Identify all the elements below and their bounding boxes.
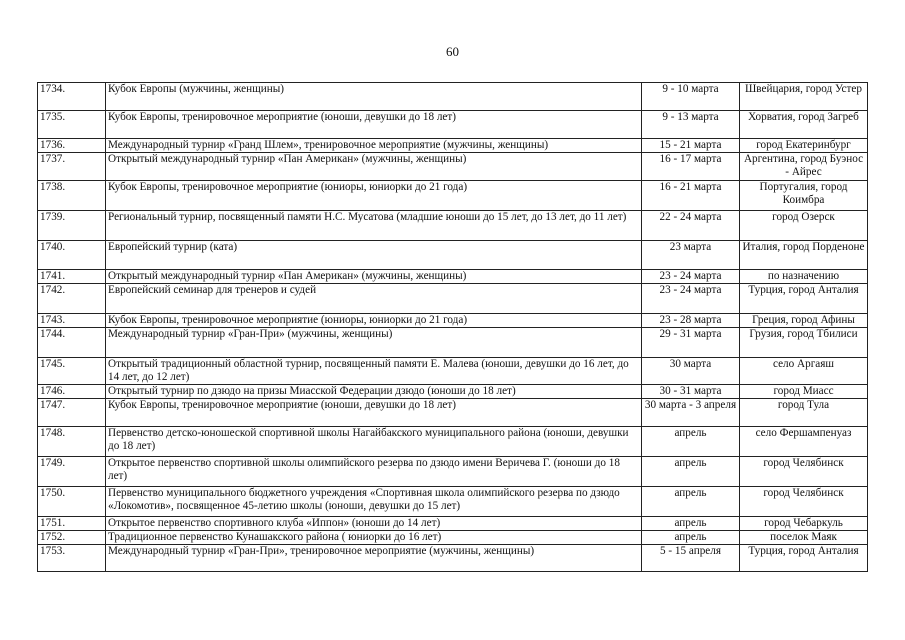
event-date: 5 - 15 апреля <box>642 545 740 572</box>
event-date: 15 - 21 марта <box>642 139 740 153</box>
event-place: город Екатеринбург <box>740 139 868 153</box>
event-name: Кубок Европы (мужчины, женщины) <box>106 83 642 111</box>
event-place: Швейцария, город Устер <box>740 83 868 111</box>
event-number: 1742. <box>38 284 106 314</box>
event-place: Аргентина, город Буэнос - Айрес <box>740 153 868 181</box>
event-name: Кубок Европы, тренировочное мероприятие (юноши, девушки до 18 лет) <box>106 111 642 139</box>
event-name: Международный турнир «Гран-При», тренировочное мероприятие (мужчины, женщины) <box>106 545 642 572</box>
table-row <box>38 385 868 399</box>
event-place: по назначению <box>740 270 868 284</box>
event-place: город Челябинск <box>740 487 868 517</box>
table-row <box>38 153 868 181</box>
event-place: поселок Маяк <box>740 531 868 545</box>
event-name: Европейский семинар для тренеров и судей <box>106 284 642 314</box>
event-date: 9 - 10 марта <box>642 83 740 111</box>
table-row <box>38 545 868 572</box>
table-row <box>38 181 868 211</box>
table-row <box>38 139 868 153</box>
event-place: город Чебаркуль <box>740 517 868 531</box>
event-number: 1738. <box>38 181 106 211</box>
table-row <box>38 531 868 545</box>
event-number: 1734. <box>38 83 106 111</box>
event-name: Открытое первенство спортивной школы олимпийского резерва по дзюдо имени Веричева Г. (юноши до 18 лет) <box>106 457 642 487</box>
event-number: 1747. <box>38 399 106 427</box>
event-place: село Фершампенуаз <box>740 427 868 457</box>
event-date: 16 - 17 марта <box>642 153 740 181</box>
event-number: 1744. <box>38 328 106 358</box>
event-date: апрель <box>642 517 740 531</box>
event-date: апрель <box>642 531 740 545</box>
table-row <box>38 83 868 111</box>
event-name: Кубок Европы, тренировочное мероприятие (юниоры, юниорки до 21 года) <box>106 314 642 328</box>
table-row <box>38 270 868 284</box>
event-name: Открытый турнир по дзюдо на призы Миасской Федерации дзюдо (юноши до 18 лет) <box>106 385 642 399</box>
event-date: 30 - 31 марта <box>642 385 740 399</box>
event-place: Греция, город Афины <box>740 314 868 328</box>
event-name: Первенство детско-юношеской спортивной школы Нагайбакского муниципального района (юноши, девушки до 18 лет) <box>106 427 642 457</box>
event-date: 29 - 31 марта <box>642 328 740 358</box>
event-number: 1751. <box>38 517 106 531</box>
events-table <box>37 82 868 572</box>
event-date: 23 - 24 марта <box>642 270 740 284</box>
table-row <box>38 427 868 457</box>
event-date: 30 марта - 3 апреля <box>642 399 740 427</box>
table-row <box>38 399 868 427</box>
event-number: 1739. <box>38 211 106 241</box>
event-date: апрель <box>642 427 740 457</box>
event-number: 1753. <box>38 545 106 572</box>
event-date: 9 - 13 марта <box>642 111 740 139</box>
event-date: апрель <box>642 487 740 517</box>
event-number: 1748. <box>38 427 106 457</box>
table-row <box>38 487 868 517</box>
event-name: Кубок Европы, тренировочное мероприятие (юноши, девушки до 18 лет) <box>106 399 642 427</box>
event-name: Европейский турнир (ката) <box>106 241 642 270</box>
event-number: 1736. <box>38 139 106 153</box>
table-row <box>38 211 868 241</box>
event-number: 1737. <box>38 153 106 181</box>
event-place: Португалия, город Коимбра <box>740 181 868 211</box>
table-row <box>38 457 868 487</box>
event-name: Открытое первенство спортивного клуба «Иппон» (юноши до 14 лет) <box>106 517 642 531</box>
event-place: город Миасс <box>740 385 868 399</box>
event-date: 16 - 21 марта <box>642 181 740 211</box>
event-number: 1749. <box>38 457 106 487</box>
event-name: Региональный турнир, посвященный памяти Н.С. Мусатова (младшие юноши до 15 лет, до 13 лет, до 11 лет) <box>106 211 642 241</box>
event-place: село Аргаяш <box>740 358 868 385</box>
event-number: 1743. <box>38 314 106 328</box>
event-number: 1735. <box>38 111 106 139</box>
event-place: Италия, город Порденоне <box>740 241 868 270</box>
table-row <box>38 111 868 139</box>
table-row <box>38 358 868 385</box>
event-place: Хорватия, город Загреб <box>740 111 868 139</box>
event-name: Открытый традиционный областной турнир, посвященный памяти Е. Малева (юноши, девушки до 16 лет, до 14 лет, до 12 лет) <box>106 358 642 385</box>
event-place: Турция, город Анталия <box>740 545 868 572</box>
event-number: 1752. <box>38 531 106 545</box>
event-date: апрель <box>642 457 740 487</box>
event-date: 23 - 28 марта <box>642 314 740 328</box>
event-name: Кубок Европы, тренировочное мероприятие (юниоры, юниорки до 21 года) <box>106 181 642 211</box>
event-number: 1745. <box>38 358 106 385</box>
event-number: 1740. <box>38 241 106 270</box>
event-place: Турция, город Анталия <box>740 284 868 314</box>
event-place: город Челябинск <box>740 457 868 487</box>
event-name: Открытый международный турнир «Пан Американ» (мужчины, женщины) <box>106 270 642 284</box>
page-number: 60 <box>446 44 459 59</box>
event-place: город Озерск <box>740 211 868 241</box>
table-row <box>38 284 868 314</box>
event-date: 23 - 24 марта <box>642 284 740 314</box>
event-number: 1741. <box>38 270 106 284</box>
event-number: 1746. <box>38 385 106 399</box>
event-number: 1750. <box>38 487 106 517</box>
event-date: 23 марта <box>642 241 740 270</box>
event-name: Международный турнир «Гран-При» (мужчины, женщины) <box>106 328 642 358</box>
table-row <box>38 241 868 270</box>
event-name: Открытый международный турнир «Пан Американ» (мужчины, женщины) <box>106 153 642 181</box>
event-place: Грузия, город Тбилиси <box>740 328 868 358</box>
event-date: 30 марта <box>642 358 740 385</box>
event-place: город Тула <box>740 399 868 427</box>
table-row <box>38 328 868 358</box>
event-date: 22 - 24 марта <box>642 211 740 241</box>
table-row <box>38 314 868 328</box>
event-name: Традиционное первенство Кунашакского района ( юниорки до 16 лет) <box>106 531 642 545</box>
event-name: Международный турнир «Гранд Шлем», тренировочное мероприятие (мужчины, женщины) <box>106 139 642 153</box>
event-name: Первенство муниципального бюджетного учреждения «Спортивная школа олимпийского резерва по дзюдо «Локомотив», посвященное 45-летию школы (юноши, девушки до 15 лет) <box>106 487 642 517</box>
table-row <box>38 517 868 531</box>
